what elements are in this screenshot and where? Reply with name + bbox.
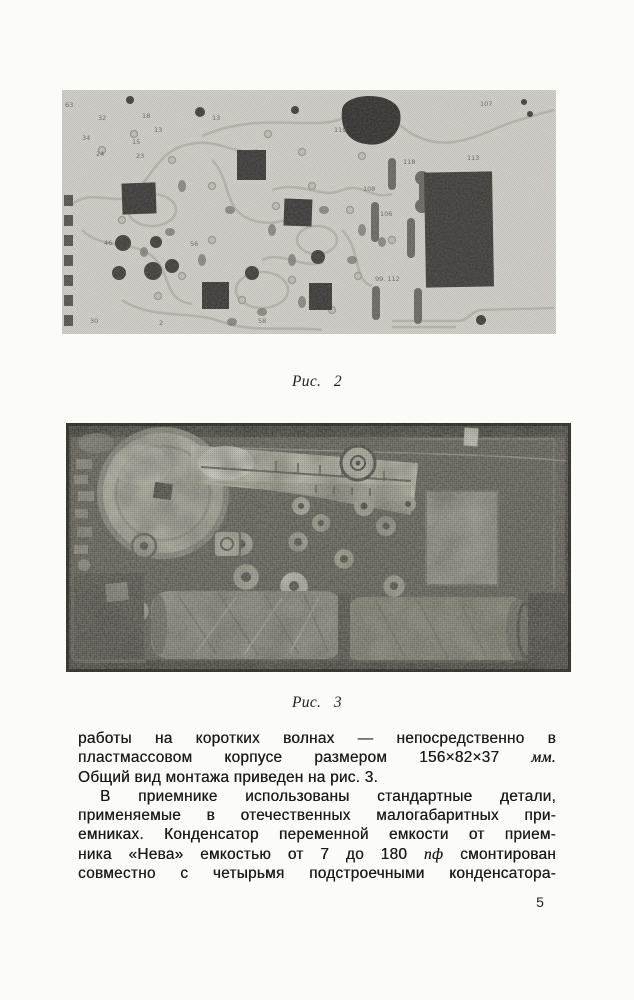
grain-overlay: [66, 423, 571, 672]
page-number: 5: [536, 894, 544, 910]
text-segment: пластмассовом корпусе размером 156×82×37: [78, 749, 532, 767]
text-line-3: [78, 768, 556, 787]
figure-3-photo: [66, 423, 571, 672]
text-line-4: [78, 787, 556, 806]
text-segment: емниках. Конденсатор переменной емкости от прием-: [78, 826, 556, 844]
text-segment: применяемые в отечественных малогабаритных при-: [78, 807, 556, 825]
figure-3-caption: Рис. 3: [292, 694, 342, 711]
grain-overlay: [62, 90, 556, 334]
text-line-2: [78, 748, 556, 767]
figure-2-caption: Рис. 2: [292, 373, 342, 390]
text-line-5: [78, 806, 556, 825]
text-segment: В приемнике использованы стандартные детали,: [100, 787, 556, 805]
text-line-8: [78, 864, 556, 883]
text-line-6: [78, 825, 556, 844]
text-segment: работы на коротких волнах — непосредственно в: [78, 730, 556, 747]
text-segment-italic: пф: [423, 845, 444, 863]
text-segment: ника «Нева» емкостью от 7 до 180: [78, 845, 424, 863]
text-line-7: [78, 845, 556, 864]
figure-2-photo: [62, 90, 556, 334]
text-line-1: [78, 729, 556, 748]
text-segment-italic: мм.: [531, 749, 556, 767]
body-text: [78, 729, 556, 883]
text-segment: совместно с четырьмя подстроечными конденсатора-: [78, 865, 556, 883]
text-segment: Общий вид монтажа приведен на рис. 3.: [78, 768, 379, 786]
text-segment: смонтирован: [443, 845, 556, 863]
